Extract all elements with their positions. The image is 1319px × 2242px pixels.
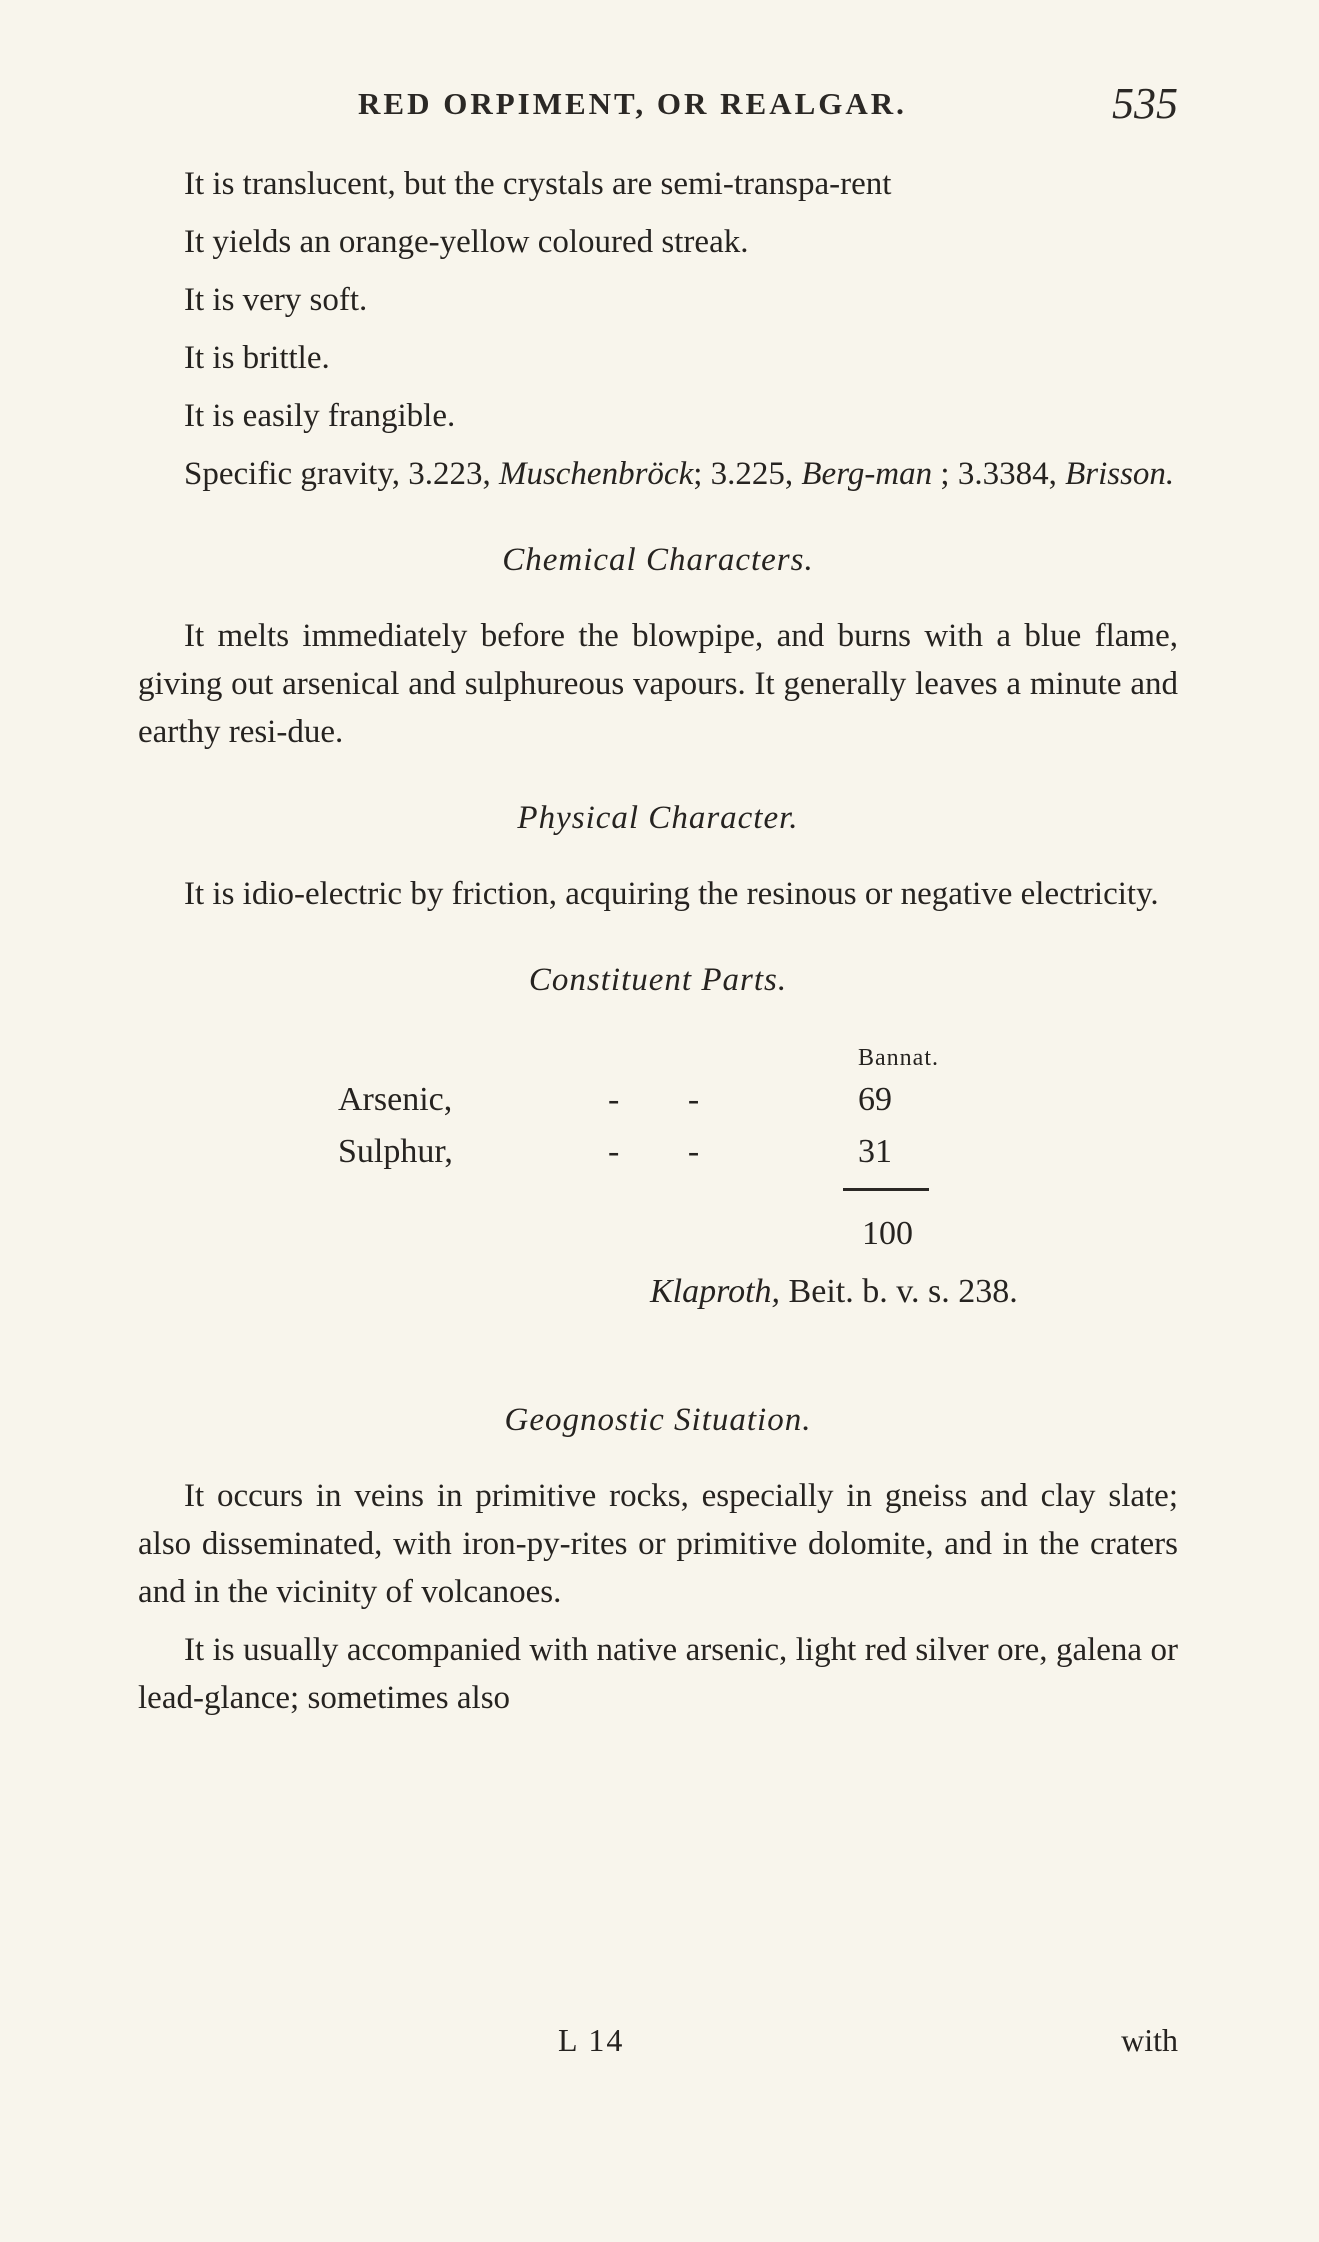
column-head-bannat: Bannat. (858, 1045, 939, 1071)
row-dashes: - - (608, 1081, 730, 1118)
page-footer (138, 2022, 1178, 2072)
paragraph-translucency: It is translucent, but the crystals are semi-transpa-rent (184, 166, 892, 202)
row-value: 69 (858, 1081, 892, 1118)
running-head (168, 78, 1178, 138)
running-title: RED ORPIMENT, OR REALGAR. (358, 86, 907, 121)
gravity-mid: ; 3.225, (693, 456, 794, 492)
catchword: with (1121, 2022, 1178, 2058)
paragraph-softness: It is very soft. (184, 282, 368, 318)
row-name: Sulphur, (338, 1133, 453, 1170)
paragraph-physical: It is idio-electric by friction, acquiring the resinous or negative electricity. (184, 876, 1159, 912)
row-value: 31 (858, 1133, 892, 1170)
constituents-table (138, 1028, 1178, 1358)
heading-physical-character: Physical Character. (517, 800, 799, 836)
paragraph-specific-gravity (138, 450, 1178, 498)
paragraph-brittleness: It is brittle. (184, 340, 330, 376)
signature-mark: L 14 (558, 2022, 625, 2058)
table-total: 100 (862, 1215, 913, 1252)
gravity-lead: Specific gravity, 3.223, (184, 456, 491, 492)
paragraph-chemical: It melts immediately before the blowpipe, and burns with a blue flame, giving out arsenical and sulphureous vapours. It generally leaves a minute and earthy resi-due. (138, 618, 1178, 750)
heading-constituent-parts: Constituent Parts. (528, 962, 788, 998)
table-source (650, 1268, 1018, 1316)
gravity-ref-brisson: Brisson. (1065, 456, 1175, 492)
heading-chemical-characters: Chemical Characters. (502, 542, 814, 578)
gravity-separator: ; (940, 456, 950, 492)
page-number: 535 (1112, 79, 1178, 128)
source-reference: Beit. b. v. s. 238. (788, 1273, 1018, 1310)
row-dashes: - - (608, 1133, 730, 1170)
gravity-value-three: 3.3384, (957, 456, 1057, 492)
gravity-ref-muschenbrock: Muschenbröck (498, 456, 694, 492)
paragraph-frangibility: It is easily frangible. (184, 398, 456, 434)
heading-geognostic-situation: Geognostic Situation. (504, 1402, 812, 1438)
paragraph-streak: It yields an orange-yellow coloured streak. (184, 224, 749, 260)
source-author: Klaproth, (650, 1273, 781, 1310)
row-name: Arsenic, (338, 1081, 453, 1118)
paragraph-geognostic-occurrence: It occurs in veins in primitive rocks, especially in gneiss and clay slate; also disseminated, with iron-py-rites or primitive dolomite, and in the craters and in the vicinity of volcanoes. (138, 1478, 1178, 1610)
body-text (138, 160, 1178, 1732)
sum-rule (843, 1188, 929, 1191)
gravity-ref-bergman: Berg-man (801, 456, 933, 492)
paragraph-geognostic-associates: It is usually accompanied with native arsenic, light red silver ore, galena or lead-glance; sometimes also (138, 1632, 1178, 1716)
